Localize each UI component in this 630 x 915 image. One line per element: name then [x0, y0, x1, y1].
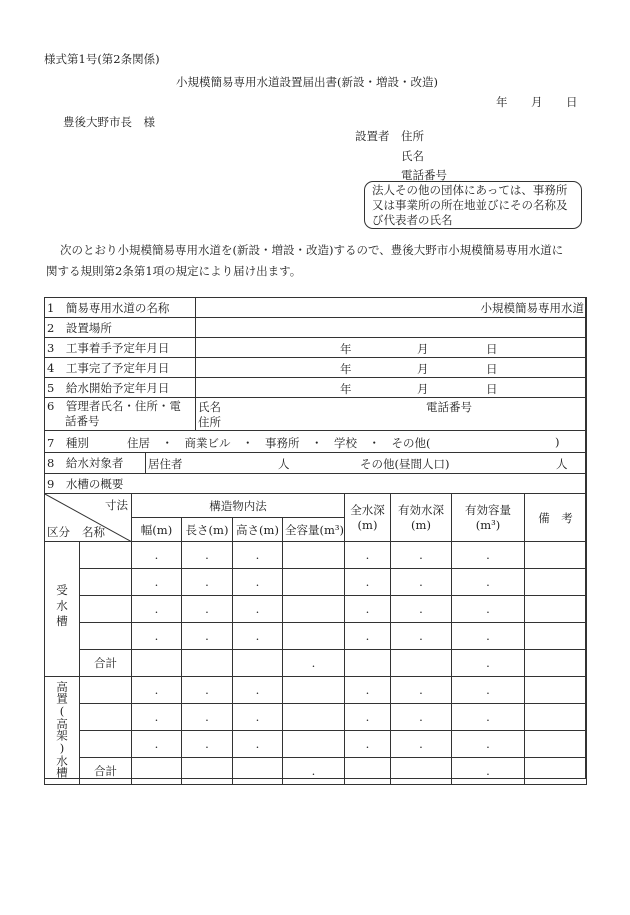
- height-cell[interactable]: .: [233, 731, 283, 758]
- effective-depth-cell[interactable]: .: [391, 569, 452, 596]
- tank-name-cell[interactable]: [80, 542, 132, 569]
- effective-capacity-cell[interactable]: .: [452, 677, 525, 704]
- remarks-cell[interactable]: [525, 569, 587, 596]
- depth-cell[interactable]: .: [345, 623, 391, 650]
- tank-name-cell[interactable]: [80, 704, 132, 731]
- effective-capacity-cell[interactable]: .: [452, 542, 525, 569]
- manager-phone-label: 電話番号: [426, 400, 472, 414]
- elevated-tank-label: 高置(高架)水槽: [55, 680, 69, 778]
- effective-depth-cell[interactable]: .: [391, 542, 452, 569]
- height-cell[interactable]: .: [233, 542, 283, 569]
- depth-cell[interactable]: .: [345, 596, 391, 623]
- height-cell[interactable]: .: [233, 596, 283, 623]
- capacity-cell[interactable]: [283, 542, 345, 569]
- month-label: 月: [417, 362, 429, 376]
- width-cell[interactable]: .: [132, 677, 182, 704]
- remarks-cell[interactable]: [525, 596, 587, 623]
- remarks-cell[interactable]: [525, 704, 587, 731]
- date-year: 年: [496, 95, 508, 109]
- item-label: 3 工事着手予定年月日: [45, 338, 196, 358]
- location-field[interactable]: [196, 318, 587, 338]
- corporate-note-line-1: 法人その他の団体にあっては、事務所: [372, 183, 568, 197]
- recipients-field[interactable]: [146, 453, 587, 474]
- length-cell[interactable]: .: [182, 731, 233, 758]
- item-label: 1 簡易専用水道の名称: [45, 298, 196, 318]
- item-label: 5 給水開始予定年月日: [45, 378, 196, 398]
- height-cell[interactable]: [233, 650, 283, 677]
- depth-cell[interactable]: [345, 650, 391, 677]
- item-row-complete-date: [45, 358, 587, 378]
- supply-date-field[interactable]: [196, 378, 587, 398]
- length-cell[interactable]: .: [182, 623, 233, 650]
- effective-capacity-unit: (m³): [475, 517, 501, 532]
- manager-label-line-1: 6 管理者氏名・住所・電: [47, 399, 181, 413]
- capacity-cell[interactable]: [283, 569, 345, 596]
- depth-cell[interactable]: [345, 758, 391, 785]
- statement-line-1: 次のとおり小規模簡易専用水道を(新設・増設・改造)するので、豊後大野市小規模簡易専用水道に: [60, 243, 564, 257]
- item-row-supply-date: [45, 378, 587, 398]
- width-cell[interactable]: .: [132, 596, 182, 623]
- table-row: [45, 677, 587, 704]
- depth-cell[interactable]: .: [345, 731, 391, 758]
- effective-depth-cell[interactable]: .: [391, 677, 452, 704]
- receiving-tank-group: [45, 542, 80, 677]
- date-month: 月: [531, 95, 543, 109]
- day-label: 日: [486, 342, 498, 356]
- effective-capacity-header: [452, 494, 525, 542]
- tank-header-row-1: [45, 494, 587, 518]
- month-label: 月: [417, 342, 429, 356]
- depth-cell[interactable]: .: [345, 704, 391, 731]
- table-row: [45, 704, 587, 731]
- height-cell[interactable]: .: [233, 704, 283, 731]
- capacity-cell[interactable]: [283, 623, 345, 650]
- capacity-total-cell[interactable]: .: [283, 758, 345, 785]
- tank-name-cell[interactable]: [80, 731, 132, 758]
- subtotal-label: 合計: [80, 650, 132, 677]
- year-label: 年: [340, 342, 352, 356]
- capacity-cell[interactable]: [283, 704, 345, 731]
- tank-name-cell[interactable]: [80, 623, 132, 650]
- tank-corner-cell: [45, 494, 132, 542]
- length-cell[interactable]: .: [182, 596, 233, 623]
- effective-capacity-cell[interactable]: .: [452, 731, 525, 758]
- year-label: 年: [340, 382, 352, 396]
- manager-label-line-2: 話番号: [65, 414, 100, 428]
- table-row: [45, 569, 587, 596]
- type-label: 7 種別: [47, 436, 89, 450]
- type-close-paren: ): [555, 435, 560, 449]
- corner-name-label: 名称: [82, 525, 105, 539]
- tank-table: [44, 493, 587, 785]
- remarks-cell[interactable]: [525, 623, 587, 650]
- item-label: 8 給水対象者: [45, 453, 146, 474]
- depth-cell[interactable]: .: [345, 569, 391, 596]
- height-cell[interactable]: .: [233, 623, 283, 650]
- width-cell[interactable]: [132, 650, 182, 677]
- height-header: 高さ(m): [233, 518, 283, 542]
- effective-depth-cell[interactable]: [391, 650, 452, 677]
- recipients-row-table: [44, 452, 587, 474]
- item-row-start-date: [45, 338, 587, 358]
- capacity-cell[interactable]: [283, 731, 345, 758]
- subtotal-row: [45, 758, 587, 785]
- length-cell[interactable]: .: [182, 542, 233, 569]
- length-cell[interactable]: .: [182, 704, 233, 731]
- width-cell[interactable]: .: [132, 569, 182, 596]
- width-cell[interactable]: .: [132, 623, 182, 650]
- total-capacity-header: 全容量(m³): [283, 518, 345, 542]
- corner-dimension-label: 寸法: [105, 498, 128, 512]
- addressee: 豊後大野市長 様: [63, 115, 155, 129]
- width-header: 幅(m): [132, 518, 182, 542]
- structure-header: 構造物内法: [132, 494, 345, 518]
- type-field[interactable]: [45, 431, 587, 453]
- table-row: [45, 596, 587, 623]
- start-date-field[interactable]: [196, 338, 587, 358]
- effective-capacity-cell[interactable]: .: [452, 569, 525, 596]
- year-label: 年: [340, 362, 352, 376]
- type-row-table: [44, 430, 587, 453]
- subtotal-label: 合計: [80, 758, 132, 785]
- remarks-cell[interactable]: [525, 677, 587, 704]
- remarks-cell[interactable]: [525, 731, 587, 758]
- length-cell[interactable]: [182, 650, 233, 677]
- height-cell[interactable]: .: [233, 677, 283, 704]
- date-day: 日: [566, 95, 578, 109]
- length-header: 長さ(m): [182, 518, 233, 542]
- manager-name-label: 氏名: [198, 400, 221, 414]
- remarks-cell[interactable]: [525, 542, 587, 569]
- effective-capacity-label: 有効容量: [465, 502, 511, 517]
- other-unit: 人: [556, 457, 568, 471]
- effective-capacity-total-cell[interactable]: .: [452, 650, 525, 677]
- width-cell[interactable]: [132, 758, 182, 785]
- height-cell[interactable]: [233, 758, 283, 785]
- remarks-cell[interactable]: [525, 650, 587, 677]
- subtotal-row: [45, 650, 587, 677]
- tank-title-table: [44, 473, 587, 494]
- total-depth-label: 全水深: [350, 502, 385, 517]
- effective-depth-cell[interactable]: .: [391, 704, 452, 731]
- day-label: 日: [486, 362, 498, 376]
- applicant-address-label: 住所: [401, 129, 424, 143]
- item-row-manager: [45, 398, 587, 431]
- elevated-tank-group: [45, 677, 80, 785]
- complete-date-field[interactable]: [196, 358, 587, 378]
- width-cell[interactable]: .: [132, 731, 182, 758]
- effective-depth-cell[interactable]: .: [391, 596, 452, 623]
- length-cell[interactable]: .: [182, 569, 233, 596]
- applicant-name-label: 氏名: [401, 149, 424, 163]
- remarks-header: 備 考: [525, 494, 587, 542]
- applicant-role: 設置者: [355, 129, 390, 143]
- table-row: [45, 623, 587, 650]
- capacity-cell[interactable]: [283, 677, 345, 704]
- month-label: 月: [417, 382, 429, 396]
- manager-field[interactable]: [196, 398, 587, 431]
- item-label: 9 水槽の概要: [45, 474, 587, 494]
- tank-name-cell[interactable]: [80, 677, 132, 704]
- effective-capacity-cell[interactable]: .: [452, 596, 525, 623]
- effective-depth-label: 有効水深: [398, 502, 444, 517]
- effective-depth-cell[interactable]: .: [391, 731, 452, 758]
- form-items-table: [44, 297, 587, 431]
- effective-depth-cell[interactable]: .: [391, 623, 452, 650]
- form-number: 様式第1号(第2条関係): [44, 52, 160, 66]
- length-cell[interactable]: [182, 758, 233, 785]
- table-row: [45, 542, 587, 569]
- total-depth-unit: (m): [357, 517, 378, 532]
- corporate-note-line-3: び代表者の氏名: [372, 213, 453, 227]
- other-label: その他(昼間人口): [360, 457, 450, 471]
- residents-label: 居住者: [148, 457, 183, 471]
- remarks-cell[interactable]: [525, 758, 587, 785]
- residents-unit: 人: [278, 457, 290, 471]
- width-cell[interactable]: .: [132, 704, 182, 731]
- length-cell[interactable]: .: [182, 677, 233, 704]
- form-title: 小規模簡易専用水道設置届出書(新設・増設・改造): [176, 75, 438, 89]
- statement-line-2: 関する規則第2条第1項の規定により届け出ます。: [46, 264, 302, 278]
- effective-capacity-total-cell[interactable]: .: [452, 758, 525, 785]
- item-label: 4 工事完了予定年月日: [45, 358, 196, 378]
- effective-depth-cell[interactable]: [391, 758, 452, 785]
- water-supply-name-value: 小規模簡易専用水道: [196, 298, 587, 318]
- corporate-note-line-2: 又は事業所の所在地並びにその名称及: [372, 198, 568, 212]
- height-cell[interactable]: .: [233, 569, 283, 596]
- width-cell[interactable]: .: [132, 542, 182, 569]
- total-depth-header: [345, 494, 391, 542]
- effective-capacity-cell[interactable]: .: [452, 704, 525, 731]
- manager-address-label: 住所: [198, 415, 221, 429]
- depth-cell[interactable]: .: [345, 677, 391, 704]
- depth-cell[interactable]: .: [345, 542, 391, 569]
- tank-name-cell[interactable]: [80, 569, 132, 596]
- item-label: 2 設置場所: [45, 318, 196, 338]
- applicant-phone-label: 電話番号: [401, 168, 447, 182]
- day-label: 日: [486, 382, 498, 396]
- capacity-cell[interactable]: [283, 596, 345, 623]
- item-row-location: [45, 318, 587, 338]
- tank-name-cell[interactable]: [80, 596, 132, 623]
- effective-depth-unit: (m): [411, 517, 431, 532]
- effective-capacity-cell[interactable]: .: [452, 623, 525, 650]
- item-label: [45, 398, 196, 431]
- corner-category-label: 区分: [47, 525, 70, 539]
- table-row: [45, 731, 587, 758]
- type-options: 住居 ・ 商業ビル ・ 事務所 ・ 学校 ・ その他(: [127, 436, 431, 450]
- capacity-total-cell[interactable]: .: [283, 650, 345, 677]
- receiving-tank-label: 受水槽: [55, 584, 69, 631]
- effective-depth-header: [391, 494, 452, 542]
- item-row-name: [45, 298, 587, 318]
